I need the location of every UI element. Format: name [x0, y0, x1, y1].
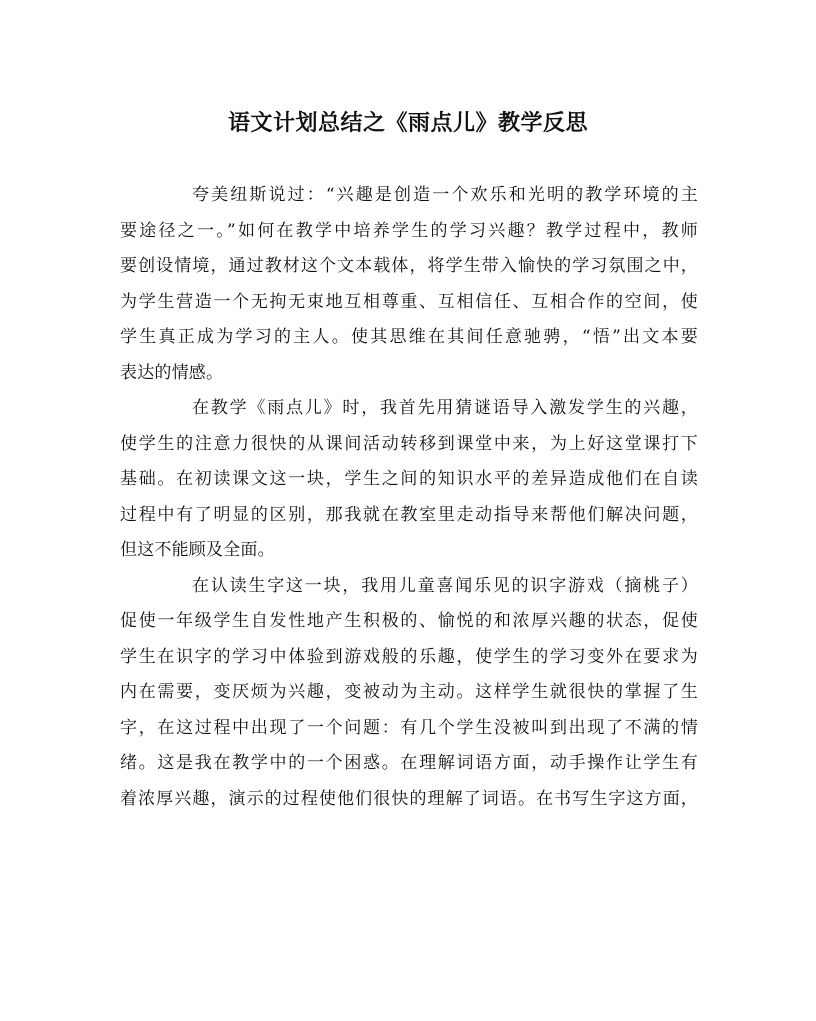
paragraph-3 [120, 569, 698, 818]
paragraph-line: 为学生营造一个无拘无束地互相尊重、互相信任、互相合作的空间，使 [120, 291, 698, 312]
paragraph-1 [120, 178, 698, 391]
document-body [120, 178, 698, 817]
paragraph-line: 要创设情境，通过教材这个文本载体，将学生带入愉快的学习氛围之中， [120, 256, 698, 276]
paragraph-line: 着浓厚兴趣，演示的过程使他们很快的理解了词语。在书写生字这方面， [120, 788, 698, 809]
document-title: 语文计划总结之《雨点儿》教学反思 [227, 110, 588, 136]
paragraph-line: 夸美纽斯说过：“兴趣是创造一个欢乐和光明的教学环境的主 [192, 185, 698, 205]
paragraph-line: 绪。这是我在教学中的一个困惑。在理解词语方面，动手操作让学生有 [120, 753, 698, 773]
paragraph-line: 表达的情感。 [120, 362, 224, 383]
paragraph-line: 学生在识字的学习中体验到游戏般的乐趣，使学生的学习变外在要求为 [120, 646, 698, 667]
paragraph-line: 过程中有了明显的区别，那我就在教室里走动指导来帮他们解决问题， [120, 504, 698, 525]
paragraph-line: 促使一年级学生自发性地产生积极的、愉悦的和浓厚兴趣的状态，促使 [120, 611, 698, 631]
paragraph-2 [120, 391, 698, 569]
paragraph-line: 但这不能顾及全面。 [120, 540, 275, 560]
paragraph-line: 在认读生字这一块，我用儿童喜闻乐见的识字游戏（摘桃子） [192, 575, 698, 596]
paragraph-line: 内在需要，变厌烦为兴趣，变被动为主动。这样学生就很快的掌握了生 [120, 682, 698, 702]
paragraph-line: 要途径之一。”如何在教学中培养学生的学习兴趣？教学过程中，教师 [120, 220, 698, 241]
paragraph-line: 在教学《雨点儿》时，我首先用猜谜语导入激发学生的兴趣， [192, 398, 698, 418]
paragraph-line: 基础。在初读课文这一块，学生之间的知识水平的差异造成他们在自读 [120, 469, 698, 489]
paragraph-line: 字，在这过程中出现了一个问题：有几个学生没被叫到出现了不满的情 [120, 717, 698, 738]
paragraph-line: 使学生的注意力很快的从课间活动转移到课堂中来，为上好这堂课打下 [120, 433, 698, 454]
paragraph-line: 学生真正成为学习的主人。使其思维在其间任意驰骋，“悟”出文本要 [120, 327, 698, 347]
